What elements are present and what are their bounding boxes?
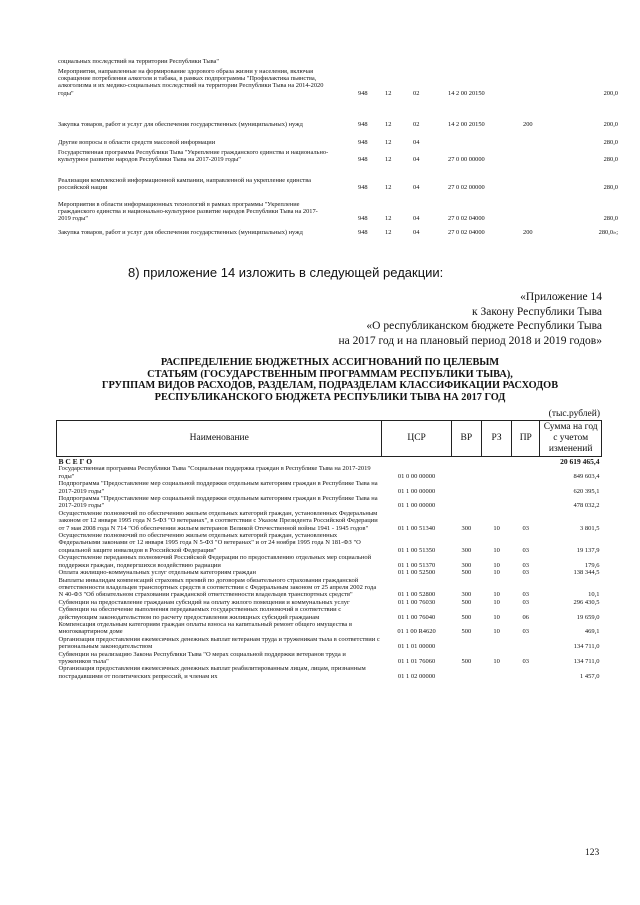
- row-ved: 948: [358, 89, 368, 97]
- cell-pr: 03: [522, 628, 530, 636]
- table-row: [57, 665, 602, 680]
- cell-vr: 300: [461, 524, 472, 532]
- row-sum: 280,0: [603, 184, 618, 192]
- section-heading: 8) приложение 14 изложить в следующей редакции:: [128, 265, 444, 280]
- cell-vr: 300: [461, 591, 472, 599]
- cell-csr: 01 1 00 52800: [397, 591, 436, 599]
- budget-table: [56, 420, 602, 680]
- cell-name: Подпрограмма "Предоставление мер социальной поддержки отдельным категориям граждан в Республике Тыва на 2017-2019 годы": [58, 495, 378, 510]
- page-number: 123: [585, 848, 600, 858]
- cell-csr: 01 1 01 76060: [397, 657, 436, 665]
- row-name: Мероприятия в области информационных технологий в рамках программы "Укрепление гражданского единства и национально-культурное развитие народов Республики Тыва на 2017-2019 годы": [58, 201, 318, 223]
- row-sum: 280,0: [603, 215, 618, 223]
- cell-sum: 469,1: [584, 628, 600, 636]
- row-rz: 12: [385, 156, 392, 164]
- appendix-line: к Закону Республики Тыва: [472, 305, 602, 318]
- continuation-row: [58, 229, 618, 236]
- table-header-row: [57, 421, 602, 457]
- cell-name: Субвенции на реализацию Закона Республики Тыва "О мерах социальной поддержки ветеранов труда и тружеников тыла": [58, 650, 346, 665]
- table-row: [57, 577, 602, 599]
- row-rz: 12: [385, 139, 392, 146]
- continuation-row: [58, 139, 618, 146]
- cell-csr: 01 1 00 R4620: [397, 628, 436, 636]
- cell-pr: [512, 465, 540, 480]
- cell-name: Осуществление переданных полномочий Российской Федерации по предоставлению отдельных мер социальной поддержки граждан, подвергшихся воздействию радиации: [58, 554, 372, 569]
- row-sum: 280,0: [603, 156, 618, 164]
- cell-sum: 620 395,1: [573, 487, 600, 495]
- continuation-row: [58, 68, 618, 97]
- cell-vr: [451, 495, 481, 510]
- row-pr: 04: [413, 156, 420, 164]
- table-row: [57, 651, 602, 666]
- row-rz: 12: [385, 121, 392, 128]
- continuation-row: [58, 149, 618, 163]
- cell-csr: 01 1 00 00000: [397, 502, 436, 510]
- row-name: Мероприятия, направленные на формирование здорового образа жизни у населения, включая сокращение потребления алкоголя и табака, в рамках подпрограммы "Профилактика пьянства, алкоголизма и их медико-социальных последствий на территории Республики Тыва на 2014-2020 годы": [58, 68, 324, 97]
- cell-name: Субвенции на предоставление гражданам субсидий на оплату жилого помещения и коммунальных услуг: [58, 598, 350, 606]
- total-label: В С Е Г О: [57, 457, 382, 466]
- cell-vr: 500: [461, 613, 472, 621]
- cell-name: Подпрограмма "Предоставление мер социальной поддержки отдельным категориям граждан в Республике Тыва на 2017-2019 годы": [58, 480, 378, 495]
- row-ved: 948: [358, 156, 368, 164]
- cell-vr: [451, 665, 481, 680]
- cell-pr: 03: [522, 569, 530, 577]
- cell-vr: [451, 465, 481, 480]
- table-row: [57, 599, 602, 606]
- header-sum: Сумма на год с учетом изменений: [540, 421, 602, 457]
- continuation-row: [58, 201, 618, 223]
- title-line: РАСПРЕДЕЛЕНИЕ БЮДЖЕТНЫХ АССИГНОВАНИЙ ПО ЦЕЛЕВЫМ: [160, 357, 500, 368]
- cell-pr: 03: [522, 546, 530, 554]
- cell-vr: 500: [461, 569, 472, 577]
- cell-pr: 03: [522, 591, 530, 599]
- cell-name: Государственная программа Республики Тыва "Социальная поддержка граждан в Республике Тыва на 2017-2019 годы": [58, 465, 371, 480]
- row-rz: 12: [385, 89, 392, 97]
- cell-sum: 134 711,0: [573, 657, 600, 665]
- row-name: Реализация комплексной информационной кампании, направленной на укрепление единства российской нации: [58, 177, 311, 192]
- cell-rz: 10: [493, 613, 500, 621]
- header-pr: ПР: [512, 421, 540, 457]
- row-ved: 948: [358, 139, 368, 146]
- header-rz: РЗ: [481, 421, 511, 457]
- cell-name: Компенсация отдельным категориям граждан оплаты взноса на капитальный ремонт общего имущества в многоквартирном доме: [58, 620, 353, 636]
- cell-sum: 1 457,0: [580, 672, 600, 680]
- total-row: [57, 457, 602, 466]
- row-pr: 04: [413, 139, 420, 146]
- cell-csr: 01 1 00 51350: [397, 546, 436, 554]
- cell-pr: 03: [522, 598, 530, 606]
- row-vr: 200: [523, 229, 533, 236]
- header-name: Наименование: [57, 421, 382, 457]
- row-pr: 04: [413, 215, 420, 223]
- title-line: РЕСПУБЛИКАНСКОГО БЮДЖЕТА РЕСПУБЛИКИ ТЫВА НА 2017 ГОД: [154, 391, 506, 403]
- row-csr: 14 2 00 20150: [448, 121, 485, 128]
- row-pr: 02: [413, 121, 420, 128]
- appendix-line: на 2017 год и на плановый период 2018 и 2019 годов»: [338, 334, 602, 347]
- table-row: [57, 606, 602, 621]
- row-csr: 27 0 02 00000: [448, 184, 485, 192]
- cell-sum: 296 430,5: [573, 598, 600, 606]
- cell-vr: 300: [461, 561, 472, 569]
- row-rz: 12: [385, 184, 392, 192]
- row-pr: 04: [413, 229, 420, 236]
- table-row: [57, 569, 602, 576]
- row-rz: 12: [385, 229, 392, 236]
- cell-vr: 500: [461, 628, 472, 636]
- row-sum: 280,0: [603, 139, 618, 146]
- cell-sum: 138 344,5: [573, 569, 600, 577]
- cell-rz: 10: [493, 591, 500, 599]
- cell-sum: 849 603,4: [573, 472, 600, 480]
- cell-rz: 10: [493, 546, 500, 554]
- cell-rz: 10: [493, 561, 500, 569]
- header-vr: ВР: [451, 421, 481, 457]
- cell-name: Субвенции на обеспечение выполнения передаваемых государственных полномочий в соответствии с действующим законодательством по расчету предоставления жилищных субсидий гражданам: [58, 606, 342, 621]
- cell-csr: 01 0 00 00000: [397, 472, 436, 480]
- appendix-line: «О республиканском бюджете Республики Тыва: [366, 320, 602, 332]
- title-line: ГРУППАМ ВИДОВ РАСХОДОВ, РАЗДЕЛАМ, ПОДРАЗДЕЛАМ КЛАССИФИКАЦИИ РАСХОДОВ: [101, 380, 559, 392]
- cell-csr: 01 1 02 00000: [397, 672, 436, 680]
- title-line: СТАТЬЯМ (ГОСУДАРСТВЕННЫМ ПРОГРАММАМ РЕСПУБЛИКИ ТЫВА),: [147, 368, 513, 380]
- cell-rz: 10: [493, 569, 500, 577]
- cell-vr: 500: [461, 657, 472, 665]
- row-sum: 200,0: [603, 121, 618, 128]
- cell-rz: [481, 665, 511, 680]
- row-pr: 04: [413, 184, 420, 192]
- cell-rz: 10: [493, 628, 500, 636]
- row-rz: 12: [385, 215, 392, 223]
- cell-rz: 10: [493, 524, 500, 532]
- cell-csr: 01 1 00 00000: [397, 487, 436, 495]
- cell-pr: [512, 665, 540, 680]
- continuation-row: [58, 121, 618, 128]
- cell-name: Осуществление полномочий по обеспечению жильем отдельных категорий граждан, установленных Федеральными законами от 12 января 1995 года N 5-ФЗ "О ветеранах" и от 24 ноября 1995 года N 181-ФЗ "О социальной защите инвалидов в Российской Федерации": [58, 532, 361, 554]
- table-row: [57, 554, 602, 569]
- row-sum: 200,0: [603, 89, 618, 97]
- row-name: Закупка товаров, работ и услуг для обеспечения государственных (муниципальных) нужд: [58, 229, 303, 236]
- cell-sum: 179,6: [584, 561, 600, 569]
- cell-sum: 19 137,9: [576, 546, 600, 554]
- table-row: [57, 532, 602, 554]
- row-name: Государственная программа Республики Тыва "Укрепление гражданского единства и национально-культурное развитие народов Республики Тыва на 2017-2019 годы": [58, 149, 329, 164]
- units-label: (тыс.рублей): [548, 409, 600, 419]
- cell-csr: 01 1 00 51370: [397, 561, 436, 569]
- table-row: [57, 465, 602, 480]
- cell-rz: [481, 465, 511, 480]
- cell-csr: 01 1 00 51340: [397, 524, 436, 532]
- document-title: [60, 357, 600, 403]
- cell-name: Выплаты инвалидам компенсаций страховых премий по договорам обязательного страхования гражданской ответственности владельцев транспортных средств в соответствии с Федеральным законом от 25 апреля 2002 года N 40-ФЗ "Об обязательном страховании гражданской ответственности владельцев транспортных средств": [58, 576, 377, 599]
- appendix-header: [338, 290, 602, 348]
- cell-pr: 03: [522, 657, 530, 665]
- row-csr: 27 0 02 04000: [448, 229, 485, 236]
- header-csr: ЦСР: [382, 421, 451, 457]
- cell-pr: [512, 495, 540, 510]
- row-name: Другие вопросы в области средств массовой информации: [58, 139, 216, 146]
- cell-vr: 300: [461, 546, 472, 554]
- row-csr: 14 2 00 20150: [448, 89, 485, 97]
- continuation-row: [58, 177, 618, 191]
- cell-sum: 478 032,2: [573, 502, 600, 510]
- cell-pr: 03: [522, 561, 530, 569]
- cell-sum: 10,1: [588, 591, 600, 599]
- cell-vr: 500: [461, 598, 472, 606]
- table-row: [57, 495, 602, 510]
- cell-pr: 03: [522, 524, 530, 532]
- table-row: [57, 510, 602, 532]
- row-csr: 27 0 00 00000: [448, 156, 485, 164]
- cell-pr: [512, 636, 540, 651]
- appendix-line: «Приложение 14: [520, 291, 602, 303]
- cell-sum: 19 659,0: [576, 613, 600, 621]
- continuation-row: [58, 58, 618, 65]
- row-ved: 948: [358, 229, 368, 236]
- row-sum: 280,0»;: [598, 229, 618, 236]
- cell-sum: 134 711,0: [573, 643, 600, 651]
- cell-rz: [481, 495, 511, 510]
- cell-name: Организация предоставления ежемесячных денежных выплат ветеранам труда и труженикам тыла в соответствии с региональным законодательством: [58, 635, 380, 651]
- row-name: Закупка товаров, работ и услуг для обеспечения государственных (муниципальных) нужд: [58, 121, 303, 128]
- cell-name: Организация предоставления ежемесячных денежных выплат реабилитированным лицам, лицам, признанным пострадавшими от политических репрессий, и членам их: [58, 665, 366, 680]
- row-name: социальных последствий на территории Республики Тыва": [58, 58, 220, 65]
- cell-name: Оплата жилищно-коммунальных услуг отдельным категориям граждан: [58, 569, 256, 577]
- cell-pr: [512, 480, 540, 495]
- cell-csr: 01 1 00 76030: [397, 598, 436, 606]
- cell-rz: 10: [493, 598, 500, 606]
- table-row: [57, 480, 602, 495]
- row-ved: 948: [358, 121, 368, 128]
- row-pr: 02: [413, 89, 420, 97]
- cell-csr: 01 1 00 76040: [397, 613, 436, 621]
- cell-vr: [451, 636, 481, 651]
- cell-rz: [481, 480, 511, 495]
- cell-csr: 01 1 01 00000: [397, 643, 436, 651]
- cell-rz: 10: [493, 657, 500, 665]
- table-row: [57, 636, 602, 651]
- total-sum: 20 619 465,4: [540, 457, 602, 466]
- cell-rz: [481, 636, 511, 651]
- cell-name: Осуществление полномочий по обеспечению жильем отдельных категорий граждан, установленных Федеральным законом от 12 января 1995 года N 5-ФЗ "О ветеранах", в соответствии с Указом Президента Российской Федерации от 7 мая 2008 года N 714 "Об обеспечении жильем ветеранов Великой Отечественной войны 1941 - 1945 годов": [58, 509, 378, 532]
- row-vr: 200: [523, 121, 533, 128]
- row-csr: 27 0 02 04000: [448, 215, 485, 223]
- row-ved: 948: [358, 215, 368, 223]
- cell-vr: [451, 480, 481, 495]
- cell-csr: 01 1 00 52500: [397, 569, 436, 577]
- row-ved: 948: [358, 184, 368, 192]
- cell-sum: 3 801,5: [580, 524, 600, 532]
- table-row: [57, 621, 602, 636]
- cell-pr: 06: [522, 613, 530, 621]
